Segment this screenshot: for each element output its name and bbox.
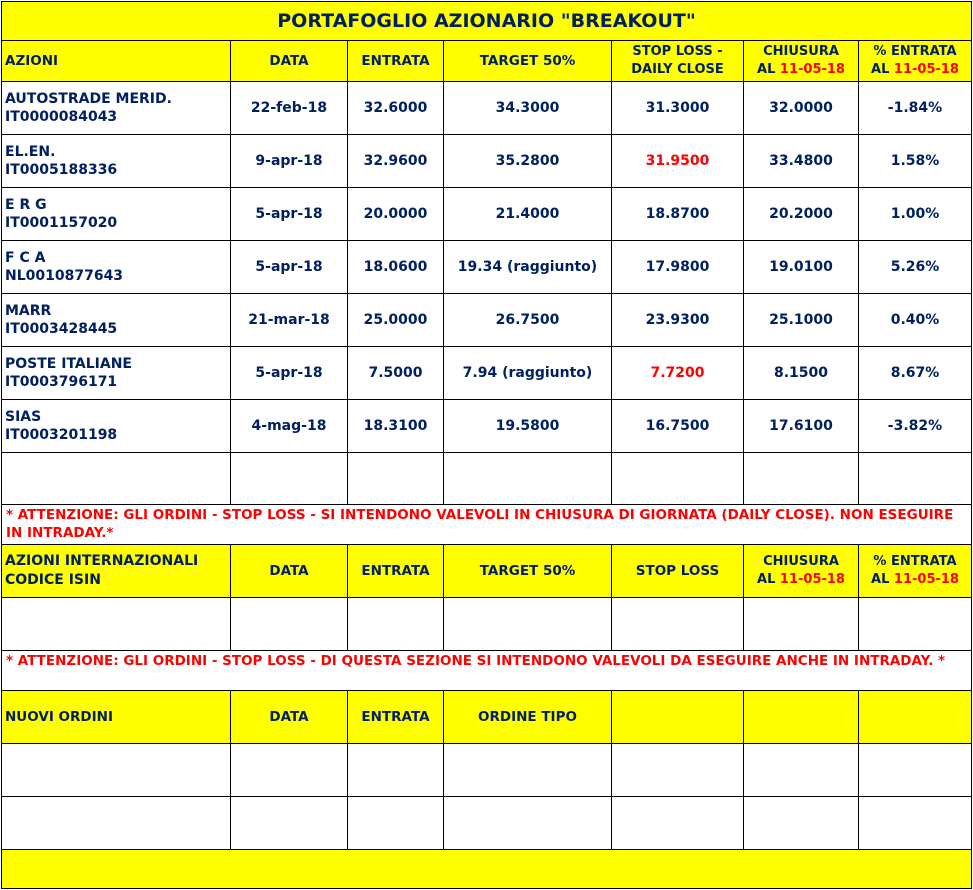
header-ordine-tipo (443, 690, 612, 744)
cell-chiusura[interactable] (743, 81, 859, 135)
header-chiusura-prefix: AL (757, 572, 776, 587)
header-nuovi-ordini (1, 690, 231, 744)
header-entrata (347, 690, 444, 744)
value-chiusura: 19.0100 (769, 259, 833, 275)
value-pct: -3.82% (887, 418, 943, 434)
cell-pct[interactable] (858, 240, 972, 294)
stock-name-cell[interactable] (1, 293, 231, 347)
header-chiusura-prefix: AL (757, 62, 776, 77)
header-stop-label: STOP LOSS (635, 563, 720, 579)
empty-cell-stop[interactable] (611, 452, 744, 506)
header-pct-entrata (858, 544, 972, 598)
stock-name-cell[interactable] (1, 399, 231, 453)
cell-data[interactable] (230, 399, 348, 453)
cell-chiusura[interactable] (743, 240, 859, 294)
header-chiusura-line1: CHIUSURA (763, 554, 839, 569)
cell-entrata[interactable] (347, 293, 444, 347)
header-azioni (1, 40, 231, 82)
header-data-label: DATA (269, 563, 309, 579)
value-stop: 7.7200 (650, 365, 705, 381)
warning-text: * ATTENZIONE: GLI ORDINI - STOP LOSS - DI QUESTA SEZIONE SI INTENDONO VALEVOLI DA ESEGUIRE ANCHE IN INTRADAY. * (6, 653, 946, 669)
header-data-label: DATA (269, 53, 309, 69)
intl-empty-cell-target[interactable] (443, 597, 612, 651)
header-target-label: TARGET 50% (479, 53, 576, 69)
cell-entrata[interactable] (347, 81, 444, 135)
intl-empty-cell-stop[interactable] (611, 597, 744, 651)
header-chiusura-date: 11-05-18 (779, 572, 845, 587)
cell-stop[interactable] (611, 187, 744, 241)
new-order-empty-cell[interactable] (858, 796, 972, 850)
value-data: 5-apr-18 (255, 206, 323, 222)
header-chiusura (743, 544, 859, 598)
header-stop-line2: DAILY CLOSE (631, 62, 724, 77)
cell-target[interactable] (443, 399, 612, 453)
header-pct-date: 11-05-18 (893, 62, 959, 77)
stock-name: SIAS (5, 409, 42, 425)
value-pct: 0.40% (890, 312, 940, 328)
value-target: 19.5800 (495, 418, 560, 434)
new-order-empty-cell[interactable] (443, 796, 612, 850)
value-entrata: 20.0000 (363, 206, 428, 222)
value-target: 35.2800 (495, 153, 560, 169)
header-blank (743, 690, 859, 744)
header-data (230, 40, 348, 82)
cell-target[interactable] (443, 293, 612, 347)
stock-name-cell[interactable] (1, 187, 231, 241)
value-data: 5-apr-18 (255, 259, 323, 275)
value-entrata: 32.9600 (363, 153, 428, 169)
cell-data[interactable] (230, 81, 348, 135)
cell-entrata[interactable] (347, 134, 444, 188)
stock-name: E R G (5, 197, 47, 213)
cell-entrata[interactable] (347, 346, 444, 400)
header-stop-loss (611, 544, 744, 598)
value-stop: 31.3000 (645, 100, 710, 116)
header-entrata-label: ENTRATA (361, 563, 430, 579)
header-stop-line1: STOP LOSS - (632, 44, 723, 59)
header-chiusura-date: 11-05-18 (779, 62, 845, 77)
value-entrata: 18.3100 (363, 418, 428, 434)
header-blank (858, 690, 972, 744)
new-order-empty-cell[interactable] (611, 743, 744, 797)
intl-empty-cell-chiusura[interactable] (743, 597, 859, 651)
cell-pct[interactable] (858, 187, 972, 241)
new-order-empty-cell[interactable] (858, 743, 972, 797)
value-chiusura: 20.2000 (769, 206, 833, 222)
stock-isin: IT0003428445 (5, 321, 118, 337)
header-pct-prefix: AL (871, 62, 890, 77)
header-stop-loss (611, 40, 744, 82)
value-pct: 8.67% (890, 365, 940, 381)
cell-stop[interactable] (611, 293, 744, 347)
header-entrata (347, 544, 444, 598)
header-chiusura-line1: CHIUSURA (763, 44, 839, 59)
value-target: 7.94 (raggiunto) (462, 365, 593, 381)
cell-data[interactable] (230, 134, 348, 188)
cell-pct[interactable] (858, 399, 972, 453)
cell-chiusura[interactable] (743, 134, 859, 188)
cell-pct[interactable] (858, 293, 972, 347)
new-order-empty-cell[interactable] (611, 796, 744, 850)
cell-target[interactable] (443, 187, 612, 241)
header-pct-line1: % ENTRATA (873, 554, 957, 569)
cell-stop[interactable] (611, 346, 744, 400)
value-stop: 31.9500 (645, 153, 710, 169)
empty-cell-pct[interactable] (858, 452, 972, 506)
cell-data[interactable] (230, 293, 348, 347)
cell-data[interactable] (230, 240, 348, 294)
header-azioni-internazionali (1, 544, 231, 598)
header-target (443, 40, 612, 82)
cell-target[interactable] (443, 81, 612, 135)
cell-data[interactable] (230, 187, 348, 241)
value-pct: 5.26% (890, 259, 940, 275)
header-intl-line1: AZIONI INTERNAZIONALI (5, 553, 199, 569)
intl-empty-cell-entrata[interactable] (347, 597, 444, 651)
new-order-empty-cell[interactable] (1, 796, 231, 850)
cell-chiusura[interactable] (743, 187, 859, 241)
value-chiusura: 25.1000 (769, 312, 833, 328)
stock-isin: IT0001157020 (5, 215, 118, 231)
sheet-title (1, 1, 972, 41)
cell-target[interactable] (443, 134, 612, 188)
intl-empty-cell-pct[interactable] (858, 597, 972, 651)
value-entrata: 32.6000 (363, 100, 428, 116)
empty-cell-azioni[interactable] (1, 452, 231, 506)
value-data: 9-apr-18 (255, 153, 323, 169)
new-order-empty-cell[interactable] (230, 743, 348, 797)
empty-cell-target[interactable] (443, 452, 612, 506)
header-pct-date: 11-05-18 (893, 572, 959, 587)
value-pct: 1.58% (890, 153, 940, 169)
cell-chiusura[interactable] (743, 346, 859, 400)
warning-daily-close (1, 504, 972, 545)
cell-target[interactable] (443, 240, 612, 294)
value-stop: 17.9800 (645, 259, 710, 275)
new-order-empty-cell[interactable] (743, 743, 859, 797)
header-azioni-label: AZIONI (5, 53, 59, 69)
cell-stop[interactable] (611, 81, 744, 135)
value-target: 26.7500 (495, 312, 560, 328)
stock-isin: NL0010877643 (5, 268, 124, 284)
value-pct: -1.84% (887, 100, 943, 116)
header-ordine-tipo-label: ORDINE TIPO (478, 709, 577, 725)
new-order-empty-cell[interactable] (743, 796, 859, 850)
header-entrata-label: ENTRATA (361, 53, 430, 69)
value-target: 19.34 (raggiunto) (457, 259, 598, 275)
value-data: 5-apr-18 (255, 365, 323, 381)
header-nuovi-label: NUOVI ORDINI (5, 709, 113, 725)
header-pct-prefix: AL (871, 572, 890, 587)
footer-bar (1, 849, 972, 889)
value-stop: 18.8700 (645, 206, 710, 222)
cell-entrata[interactable] (347, 399, 444, 453)
header-intl-line2: CODICE ISIN (5, 572, 101, 588)
value-data: 4-mag-18 (251, 418, 327, 434)
value-data: 21-mar-18 (248, 312, 330, 328)
header-data (230, 690, 348, 744)
new-order-empty-cell[interactable] (347, 743, 444, 797)
header-entrata (347, 40, 444, 82)
warning-intraday (1, 650, 972, 691)
stock-name: MARR (5, 303, 52, 319)
cell-chiusura[interactable] (743, 399, 859, 453)
new-order-empty-cell[interactable] (443, 743, 612, 797)
empty-cell-chiusura[interactable] (743, 452, 859, 506)
value-entrata: 18.0600 (363, 259, 428, 275)
header-pct-entrata (858, 40, 972, 82)
empty-cell-entrata[interactable] (347, 452, 444, 506)
cell-data[interactable] (230, 346, 348, 400)
header-target-label: TARGET 50% (479, 563, 576, 579)
cell-pct[interactable] (858, 134, 972, 188)
intl-empty-cell-azioni[interactable] (1, 597, 231, 651)
stock-name: AUTOSTRADE MERID. (5, 91, 172, 107)
stock-name-cell[interactable] (1, 134, 231, 188)
value-target: 21.4000 (495, 206, 560, 222)
stock-name: POSTE ITALIANE (5, 356, 132, 372)
value-data: 22-feb-18 (250, 100, 328, 116)
cell-chiusura[interactable] (743, 293, 859, 347)
value-chiusura: 17.6100 (769, 418, 833, 434)
new-order-empty-cell[interactable] (347, 796, 444, 850)
stock-isin: IT0005188336 (5, 162, 118, 178)
stock-isin: IT0000084043 (5, 109, 118, 125)
cell-pct[interactable] (858, 346, 972, 400)
cell-stop[interactable] (611, 134, 744, 188)
new-order-empty-cell[interactable] (230, 796, 348, 850)
value-chiusura: 8.1500 (773, 365, 829, 381)
stock-name-cell[interactable] (1, 81, 231, 135)
cell-pct[interactable] (858, 81, 972, 135)
value-entrata: 7.5000 (368, 365, 423, 381)
header-data (230, 544, 348, 598)
stock-isin: IT0003201198 (5, 427, 118, 443)
value-chiusura: 32.0000 (769, 100, 833, 116)
cell-target[interactable] (443, 346, 612, 400)
empty-cell-data[interactable] (230, 452, 348, 506)
stock-name: F C A (5, 250, 46, 266)
warning-text: * ATTENZIONE: GLI ORDINI - STOP LOSS - SI INTENDONO VALEVOLI IN CHIUSURA DI GIORNATA (DAILY CLOSE). NON ESEGUIRE IN INTRADAY.* (6, 507, 954, 541)
cell-stop[interactable] (611, 240, 744, 294)
value-stop: 16.7500 (645, 418, 710, 434)
value-pct: 1.00% (890, 206, 940, 222)
header-blank (611, 690, 744, 744)
cell-entrata[interactable] (347, 240, 444, 294)
page-title: PORTAFOGLIO AZIONARIO "BREAKOUT" (277, 10, 696, 32)
cell-stop[interactable] (611, 399, 744, 453)
cell-entrata[interactable] (347, 187, 444, 241)
value-chiusura: 33.4800 (769, 153, 833, 169)
value-stop: 23.9300 (645, 312, 710, 328)
header-entrata-label: ENTRATA (361, 709, 430, 725)
new-order-empty-cell[interactable] (1, 743, 231, 797)
header-data-label: DATA (269, 709, 309, 725)
stock-isin: IT0003796171 (5, 374, 118, 390)
value-entrata: 25.0000 (363, 312, 428, 328)
intl-empty-cell-data[interactable] (230, 597, 348, 651)
header-pct-line1: % ENTRATA (873, 44, 957, 59)
header-target (443, 544, 612, 598)
header-chiusura (743, 40, 859, 82)
stock-name: EL.EN. (5, 144, 56, 160)
stock-name-cell[interactable] (1, 240, 231, 294)
value-target: 34.3000 (495, 100, 560, 116)
stock-name-cell[interactable] (1, 346, 231, 400)
